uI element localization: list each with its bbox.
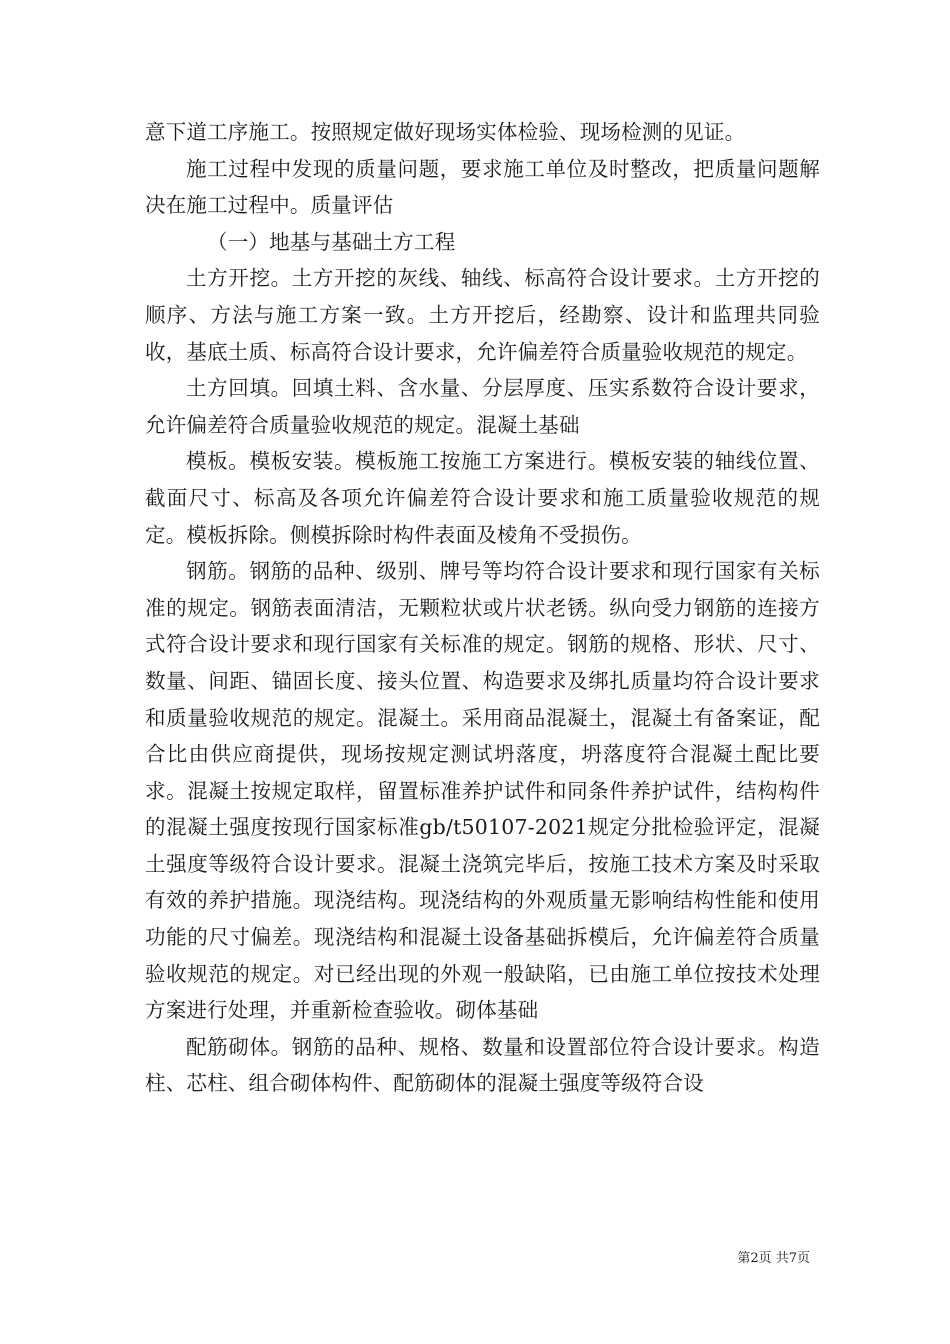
paragraph-backfill: 土方回填。回填土料、含水量、分层厚度、压实系数符合设计要求，允许偏差符合质量验收规范的规定。混凝土基础 xyxy=(145,376,820,437)
section-heading-foundation: （一）地基与基础土方工程 xyxy=(207,229,456,254)
document-body xyxy=(145,114,820,1102)
paragraph-continuation: 意下道工序施工。按照规定做好现场实体检验、现场检测的见证。 xyxy=(145,120,746,144)
paragraph-formwork: 模板。模板安装。模板施工按施工方案进行。模板安装的轴线位置、截面尺寸、标高及各项允许偏差符合设计要求和施工质量验收规范的规定。模板拆除。侧模拆除时构件表面及棱角不受损伤。 xyxy=(145,449,820,547)
paragraph-excavation: 土方开挖。土方开挖的灰线、轴线、标高符合设计要求。土方开挖的顺序、方法与施工方案一致。土方开挖后，经勘察、设计和监理共同验收，基底土质、标高符合设计要求，允许偏差符合质量验收规范的规定。 xyxy=(145,266,820,364)
page-number: 第2页 共7页 xyxy=(737,1251,810,1266)
paragraph-quality-issues: 施工过程中发现的质量问题，要求施工单位及时整改，把质量问题解决在施工过程中。质量评估 xyxy=(145,156,820,218)
paragraph-rebar-concrete: 钢筋。钢筋的品种、级别、牌号等均符合设计要求和现行国家有关标准的规定。钢筋表面清洁，无颗粒状或片状老锈。纵向受力钢筋的连接方式符合设计要求和现行国家有关标准的规定。钢筋的规格、形状、尺寸、数量、间距、锚固长度、接头位置、构造要求及绑扎质量均符合设计要求和质量验收规范的规定。混凝土。采用商品混凝土，混凝土有备案证，配合比由供应商提供，现场按规定测试坍落度，坍落度符合混凝土配比要求。混凝土按规定取样，留置标准养护试件和同条件养护试件，结构构件的混凝土强度按现行国家标准gb/t50107-2021规定分批检验评定，混凝土强度等级符合设计要求。混凝土浇筑完毕后，按施工技术方案及时采取有效的养护措施。现浇结构。现浇结构的外观质量无影响结构性能和使用功能的尺寸偏差。现浇结构和混凝土设备基础拆模后，允许偏差符合质量验收规范的规定。对已经出现的外观一般缺陷，已由施工单位按技术处理方案进行处理，并重新检查验收。砌体基础 xyxy=(145,559,820,1023)
paragraph-reinforced-masonry: 配筋砌体。钢筋的品种、规格、数量和设置部位符合设计要求。构造柱、芯柱、组合砌体构件、配筋砌体的混凝土强度等级符合设 xyxy=(145,1034,820,1096)
